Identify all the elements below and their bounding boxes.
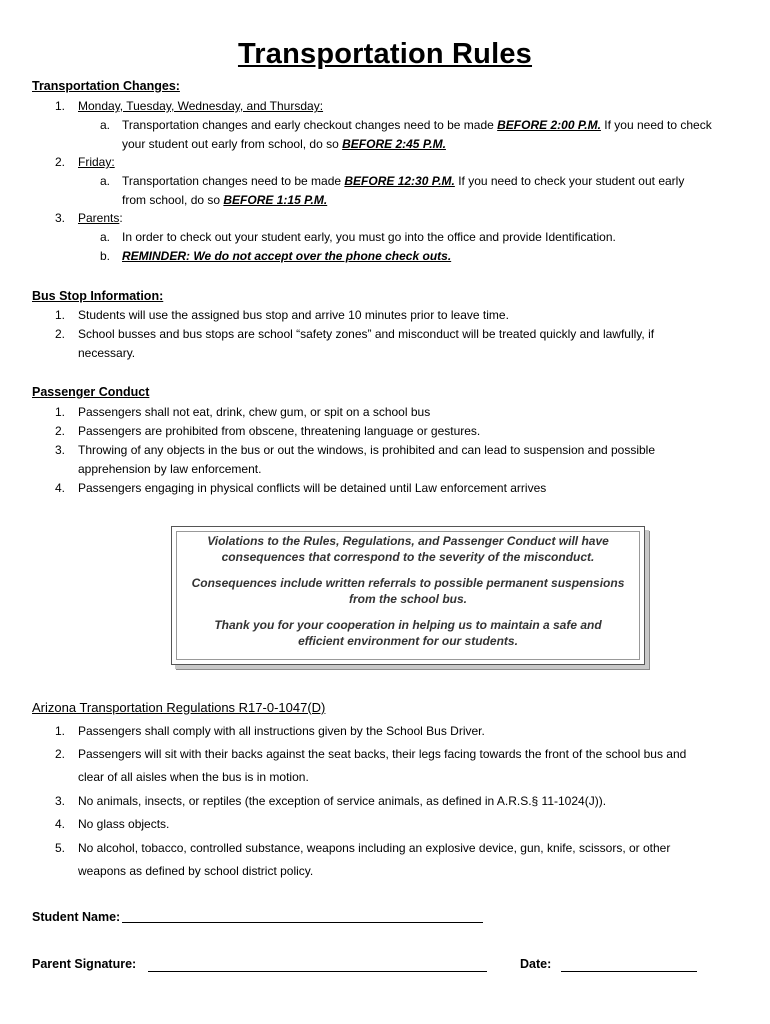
list-item-text: Students will use the assigned bus stop and arrive 10 minutes prior to leave time. <box>78 308 509 322</box>
list-number: 1. <box>55 99 66 113</box>
notice-text: from the school bus. <box>348 592 467 606</box>
list-number: 3. <box>55 794 66 808</box>
list-item-text: Passengers shall comply with all instructions given by the School Bus Driver. <box>78 724 485 738</box>
list-item-text: No alcohol, tobacco, controlled substance, weapons including an explosive device, gun, knife, scissors, or other <box>78 841 671 855</box>
section-heading-bus-stop: Bus Stop Information: <box>32 289 164 303</box>
list-item-label: Parents: <box>78 211 123 225</box>
list-number: 4. <box>55 817 66 831</box>
student-name-label: Student Name: <box>32 910 121 924</box>
section-heading-passenger-conduct: Passenger Conduct <box>32 385 150 399</box>
deadline-emphasis: BEFORE 2:45 P.M. <box>342 137 446 151</box>
list-item-text: clear of all aisles when the bus is in motion. <box>78 770 309 784</box>
deadline-emphasis: BEFORE 2:00 P.M. <box>497 118 601 132</box>
notice-box <box>171 526 645 665</box>
section-heading-transportation-changes: Transportation Changes: <box>32 79 180 93</box>
notice-text: Consequences include written referrals to possible permanent suspensions <box>191 576 625 590</box>
list-letter: a. <box>100 118 111 132</box>
date-field[interactable] <box>561 971 697 972</box>
list-item-text: No animals, insects, or reptiles (the exception of service animals, as defined in A.R.S.§ 11-1024(J)). <box>78 794 607 808</box>
list-item-text: No glass objects. <box>78 817 170 831</box>
parent-signature-label: Parent Signature: <box>32 957 137 971</box>
list-number: 2. <box>55 747 66 761</box>
list-number: 5. <box>55 841 66 855</box>
list-item-text: School busses and bus stops are school “safety zones” and misconduct will be treated quickly and lawfully, if <box>78 327 655 341</box>
list-item-label: Friday: <box>78 155 115 169</box>
list-item-label: Monday, Tuesday, Wednesday, and Thursday: <box>78 99 324 113</box>
list-letter: a. <box>100 230 111 244</box>
list-item-text: weapons as defined by school district policy. <box>78 864 314 878</box>
notice-text: Violations to the Rules, Regulations, and Passenger Conduct will have <box>207 534 609 548</box>
list-item-text: Passengers shall not eat, drink, chew gum, or spit on a school bus <box>78 405 431 419</box>
list-item-text: Transportation changes need to be made BEFORE 12:30 P.M. If you need to check your student out early <box>122 174 685 188</box>
list-number: 4. <box>55 481 66 495</box>
list-item-text: Transportation changes and early checkout changes need to be made BEFORE 2:00 P.M. If you need to check <box>122 118 712 132</box>
list-item-text: In order to check out your student early, you must go into the office and provide Identification. <box>122 230 616 244</box>
list-number: 2. <box>55 327 66 341</box>
list-item-text: apprehension by law enforcement. <box>78 462 262 476</box>
list-number: 2. <box>55 155 66 169</box>
deadline-emphasis: BEFORE 12:30 P.M. <box>344 174 455 188</box>
notice-text: efficient environment for our students. <box>298 634 518 648</box>
date-label: Date: <box>520 957 552 971</box>
list-item-text: Passengers engaging in physical conflicts will be detained until Law enforcement arrives <box>78 481 547 495</box>
list-letter: a. <box>100 174 111 188</box>
list-number: 1. <box>55 405 66 419</box>
list-item-text: necessary. <box>78 346 136 360</box>
reminder-text: REMINDER: We do not accept over the phone check outs. <box>122 249 452 263</box>
list-item-text: Passengers will sit with their backs against the seat backs, their legs facing towards the front of the school bus and <box>78 747 687 761</box>
list-number: 3. <box>55 443 66 457</box>
deadline-emphasis: BEFORE 1:15 P.M. <box>223 193 328 207</box>
notice-text: consequences that correspond to the severity of the misconduct. <box>221 550 595 564</box>
list-number: 1. <box>55 724 66 738</box>
list-letter: b. <box>100 249 111 263</box>
list-item-text: Throwing of any objects in the bus or out the windows, is prohibited and can lead to suspension and possible <box>78 443 656 457</box>
notice-text: Thank you for your cooperation in helping us to maintain a safe and <box>214 618 602 632</box>
student-name-field[interactable] <box>122 922 483 923</box>
list-item-text: your student out early from school, do so BEFORE 2:45 P.M. <box>122 137 446 151</box>
list-number: 3. <box>55 211 66 225</box>
section-heading-arizona-regulations: Arizona Transportation Regulations R17-0-1047(D) <box>32 700 326 715</box>
list-item-text: from school, do so BEFORE 1:15 P.M. <box>122 193 328 207</box>
parent-signature-field[interactable] <box>148 971 487 972</box>
list-item-text: Passengers are prohibited from obscene, threatening language or gestures. <box>78 424 481 438</box>
list-number: 2. <box>55 424 66 438</box>
list-number: 1. <box>55 308 66 322</box>
page-title: Transportation Rules <box>237 38 533 70</box>
